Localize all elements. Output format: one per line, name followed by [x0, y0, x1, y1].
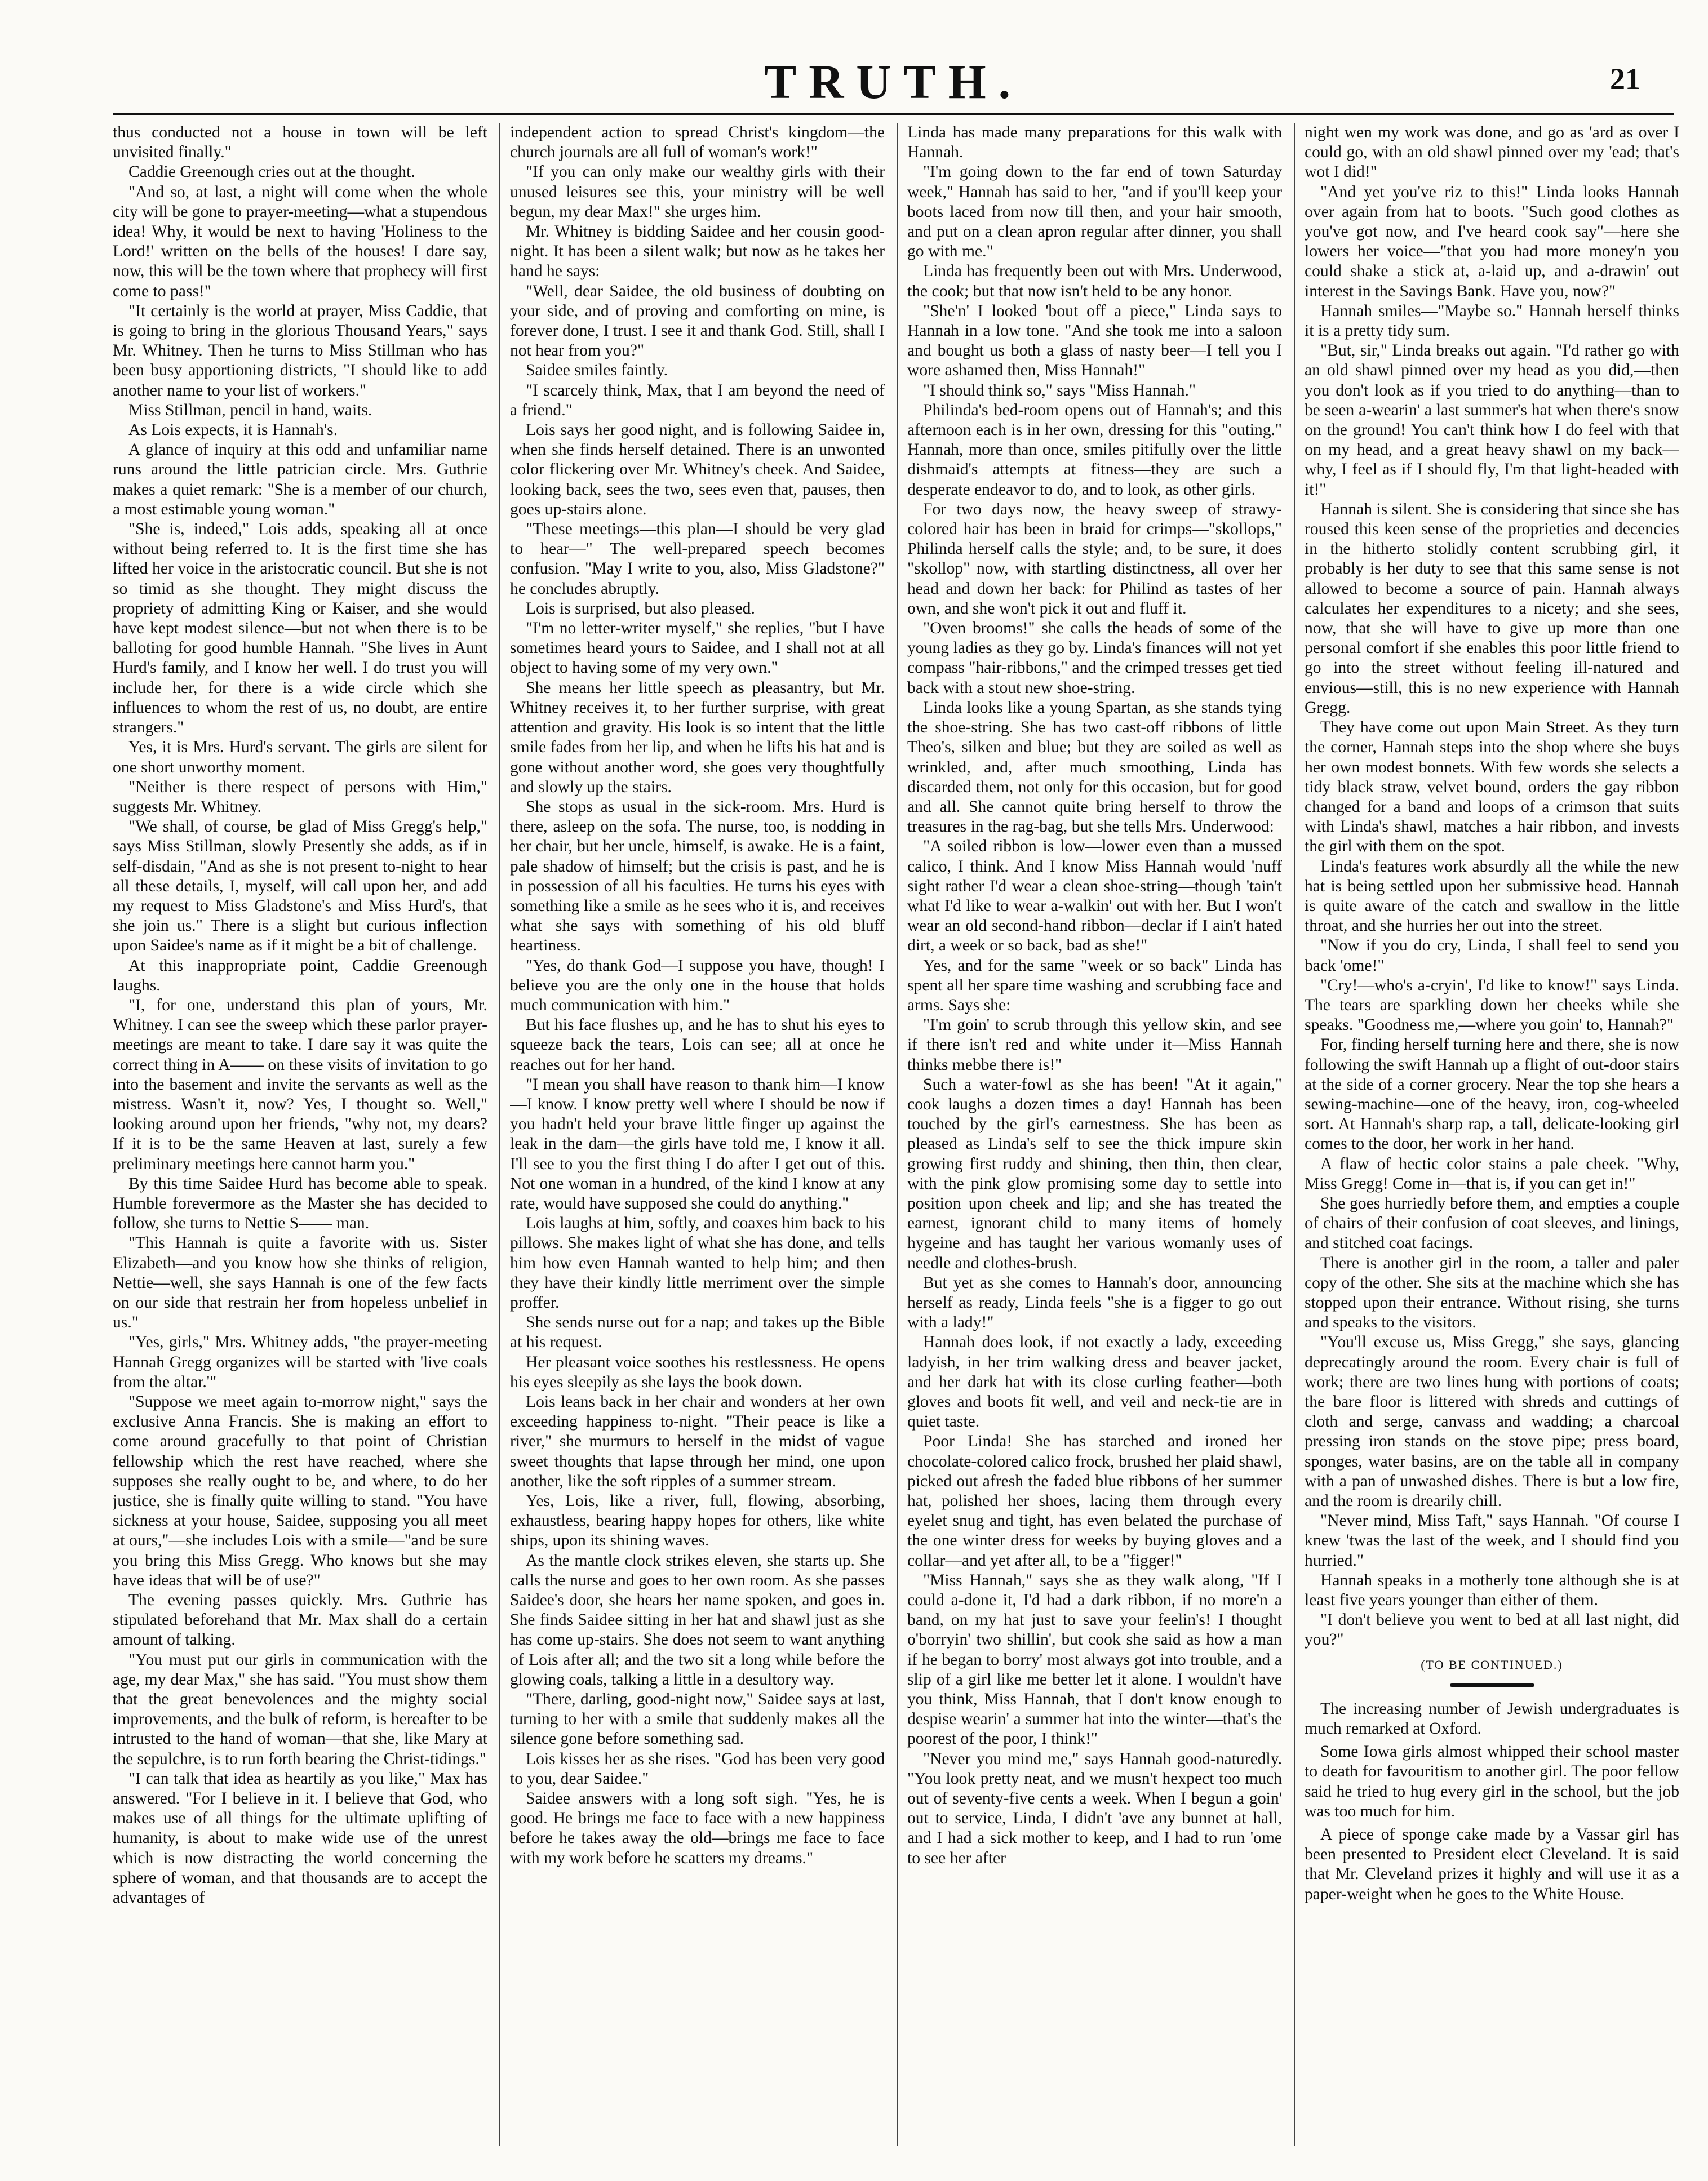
- article-paragraph: "Cry!—who's a-cryin', I'd like to know!" says Linda. The tears are sparkling down her cheeks while she speaks. "Goodness me,—where you goin' to, Hannah?": [1305, 976, 1679, 1034]
- article-paragraph: "I'm going down to the far end of town Saturday week," Hannah has said to her, "and if you'll keep your boots laced from now till then, and your hair smooth, and put on a clean apron regular after dinner, you shall go with me.": [907, 163, 1282, 261]
- article-paragraph: For, finding herself turning here and there, she is now following the swift Hannah up a flight of out-door stairs at the side of a corner grocery. Near the top she hears a sewing-machine—one of the heavy, iron, cog-wheeled sort. At Hannah's sharp rap, a tall, delicate-looking girl comes to the door, her work in her hand.: [1305, 1036, 1679, 1153]
- masthead-rule: [113, 113, 1674, 115]
- article-paragraph: Linda has made many preparations for this walk with Hannah.: [907, 123, 1282, 162]
- column-1: [113, 123, 487, 2146]
- article-paragraph: "I can talk that idea as heartily as you like," Max has answered. "For I believe in it. I believe that God, who makes use of all things for the ultimate uplifting of humanity, is about to make wide use of the unrest which is now distracting the world concerning the sphere of woman, and that thousands are to accept the advantages of: [113, 1769, 487, 1907]
- article-paragraph: "And so, at last, a night will come when the whole city will be gone to prayer-meeting—what a stupendous idea! Why, it would be next to having 'Holiness to the Lord!' written on the bells of the houses! I dare say, now, this will be the town where that prophecy will first come to pass!": [113, 183, 487, 300]
- article-paragraph: She goes hurriedly before them, and empties a couple of chairs of their confusion of coat sleeves, and linings, and stitched coat facings.: [1305, 1194, 1679, 1252]
- article-paragraph: She sends nurse out for a nap; and takes up the Bible at his request.: [510, 1313, 885, 1352]
- article-paragraph: She means her little speech as pleasantry, but Mr. Whitney receives it, to her further surprise, with great attention and gravity. His look is so intent that the little smile fades from her lip, and when he lifts his hat and is gone without another word, she goes very thoughtfully and slowly up the stairs.: [510, 678, 885, 796]
- article-paragraph: Linda has frequently been out with Mrs. Underwood, the cook; but that now isn't held to be any honor.: [907, 262, 1282, 300]
- article-paragraph: independent action to spread Christ's kingdom—the church journals are all full of woman's work!": [510, 123, 885, 162]
- article-paragraph: As the mantle clock strikes eleven, she starts up. She calls the nurse and goes to her own room. As she passes Saidee's door, she hears her name spoken, and goes in. She finds Saidee sitting in her hat and shawl just as she has come up-stairs. She does not seem to want anything of Lois after all; and the two sit a long while before the glowing coals, talking a little in a desultory way.: [510, 1551, 885, 1689]
- column-2: [510, 123, 885, 2146]
- article-paragraph: Miss Stillman, pencil in hand, waits.: [128, 401, 372, 419]
- article-paragraph: The evening passes quickly. Mrs. Guthrie has stipulated beforehand that Mr. Max shall do a certain amount of talking.: [113, 1591, 487, 1649]
- article-paragraph: "Miss Hannah," says she as they walk along, "If I could a-done it, I'd had a dark ribbon, if no more'n a band, on my hat just to save your feelin's! I thought o'borryin' two shillin', but cook she said as how a man if he began to borry' most always got into trouble, and a slip of a girl like me better let it alone. I wouldn't have you think, Miss Hannah, that I don't know enough to despise wearin' a summer hat into the winter—that's the poorest of the poor, I think!": [907, 1571, 1282, 1748]
- article-paragraph: Hannah speaks in a motherly tone although she is at least five years younger than either of them.: [1305, 1571, 1679, 1610]
- page-number: 21: [1610, 62, 1640, 96]
- article-paragraph: Caddie Greenough cries out at the thought.: [128, 163, 415, 181]
- article-columns: [113, 123, 1679, 2146]
- article-paragraph: Saidee smiles faintly.: [526, 361, 668, 380]
- column-3: [907, 123, 1282, 2146]
- section-separator: [1450, 1683, 1534, 1687]
- column-divider: [1294, 123, 1295, 2146]
- article-paragraph: For two days now, the heavy sweep of strawy-colored hair has been in braid for crimps—"skollops," Philinda herself calls the style; and, to be sure, it does "skollop" now, with startling distinctness, all over her head and down her back: for Philind as tastes of her own, and she won't pick it out and fluff it.: [907, 500, 1282, 618]
- article-paragraph: Lois kisses her as she rises. "God has been very good to you, dear Saidee.": [510, 1749, 885, 1788]
- article-paragraph: Poor Linda! She has starched and ironed her chocolate-colored calico frock, brushed her plaid shawl, picked out afresh the faded blue ribbons of her summer hat, polished her shoes, lacing them through every eyelet snug and tight, has even belated the purchase of the one winter dress for weeks by buying gloves and a collar—and yet after all, to be a "figger!": [907, 1432, 1282, 1570]
- article-paragraph: "I'm goin' to scrub through this yellow skin, and see if there isn't red and white under it—Miss Hannah thinks mebbe there is!": [907, 1016, 1282, 1074]
- article-paragraph: Mr. Whitney is bidding Saidee and her cousin good-night. It has been a silent walk; but now as he takes her hand he says:: [510, 223, 885, 281]
- article-paragraph: Yes, it is Mrs. Hurd's servant. The girls are silent for one short unworthy moment.: [113, 738, 487, 776]
- article-paragraph: "But, sir," Linda breaks out again. "I'd rather go with an old shawl pinned over my head as you did,—then you don't look as if you tried to do anything—than to be seen a-wearin' a last summer's hat when there's snow on the ground! You can't think how I do feel with that on my head, and a great heavy shawl on my back—why, I feel as if I should fly, I'm that light-headed with it!": [1305, 341, 1679, 499]
- article-paragraph: "I should think so," says "Miss Hannah.": [923, 381, 1196, 399]
- article-paragraph: A glance of inquiry at this odd and unfamiliar name runs around the little patrician circle. Mrs. Guthrie makes a quiet remark: "She is a member of our church, a most estimable young woman.": [113, 441, 487, 518]
- article-paragraph: Such a water-fowl as she has been! "At it again," cook laughs a dozen times a day! Hannah has been touched by the girl's earnestness. She has been as pleased as Linda's self to see the thick impure skin growing first ruddy and shining, then thin, then clear, with the pink glow promising some day to settle into position upon cheek and lip; and she has treated the earnest, ignorant child to many items of homely hygeine and has taught her various womanly uses of needle and clothes-brush.: [907, 1075, 1282, 1272]
- article-paragraph: "I scarcely think, Max, that I am beyond the need of a friend.": [510, 381, 885, 419]
- article-paragraph: Linda's features work absurdly all the while the new hat is being settled upon her submissive head. Hannah is quite aware of the catch and swallow in the little throat, and she hurries her out into the street.: [1305, 857, 1679, 935]
- article-paragraph: Linda looks like a young Spartan, as she stands tying the shoe-string. She has two cast-off ribbons of little Theo's, silken and blue; but they are soiled as well as wrinkled, and, after much smoothing, Linda has discarded them, not only for this occasion, but for good and all. She cannot quite bring herself to throw the treasures in the rag-bag, but she tells Mrs. Underwood:: [907, 698, 1282, 836]
- column-divider: [499, 123, 500, 2146]
- article-paragraph: By this time Saidee Hurd has become able to speak. Humble forevermore as the Master she has decided to follow, she turns to Nettie S—— man.: [113, 1174, 487, 1233]
- article-paragraph: "Yes, do thank God—I suppose you have, though! I believe you are the only one in the house that holds much communication with him.": [510, 956, 885, 1014]
- article-paragraph: "I don't believe you went to bed at all last night, did you?": [1305, 1611, 1679, 1649]
- article-paragraph: "We shall, of course, be glad of Miss Gregg's help," says Miss Stillman, slowly Presently she adds, as if in self-disdain, "And as she is not present to-night to hear all these details, I, myself, will call upon her, and add my request to Miss Gladstone's and Miss Hurd's, that she join us." There is a slight but curious inflection upon Saidee's name as if it might be a bit of challenge.: [113, 818, 487, 955]
- article-paragraph: "I mean you shall have reason to thank him—I know—I know. I know pretty well where I should be now if you hadn't held your brave little finger up against the leak in the dam—the girls have told me, I know it all. I'll see to you the first thing I do after I get out of this. Not one woman in a hundred, of the kind I know at any rate, would have supposed she could do anything.": [510, 1075, 885, 1212]
- masthead: [113, 54, 1674, 121]
- article-paragraph: Yes, Lois, like a river, full, flowing, absorbing, exhaustless, bearing happy hopes for others, like white ships, upon its shining waves.: [510, 1492, 885, 1550]
- article-paragraph: Hannah smiles—"Maybe so." Hannah herself thinks it is a pretty tidy sum.: [1305, 301, 1679, 340]
- article-paragraph: Hannah is silent. She is considering that since she has roused this keen sense of the proprieties and decencies in the hitherto stolidly content scrubbing girl, it probably is her duty to see that this same sense is not allowed to become a source of pain. Hannah always calculates her expenditures to a nicety; and she sees, now, that she will have to give up more than one personal comfort if she enables this poor little friend to go into the street without feeling ill-natured and envious—still, this is no new experience with Hannah Gregg.: [1305, 500, 1679, 717]
- news-brief: Some Iowa girls almost whipped their school master to death for favouritism to another girl. The poor fellow said he tried to hug every girl in the school, but the job was too much for him.: [1305, 1743, 1679, 1820]
- article-paragraph: "I'm no letter-writer myself," she replies, "but I have sometimes heard yours to Saidee, and I shall not at all object to having some of my very own.": [510, 619, 885, 677]
- article-paragraph: Lois says her good night, and is following Saidee in, when she finds herself detained. There is an unwonted color flickering over Mr. Whitney's cheek. And Saidee, looking back, sees the two, sees even that, pauses, then goes up-stairs alone.: [510, 421, 885, 518]
- article-paragraph: "It certainly is the world at prayer, Miss Caddie, that is going to bring in the glorious Thousand Years," says Mr. Whitney. Then he turns to Miss Stillman who has been busy apportioning districts, "I should like to add another name to your list of workers.": [113, 301, 487, 399]
- article-paragraph: "Oven brooms!" she calls the heads of some of the young ladies as they go by. Linda's finances will not yet compass "hair-ribbons," and the crimped tresses get tied back with a stout new shoe-string.: [907, 619, 1282, 697]
- article-paragraph: "These meetings—this plan—I should be very glad to hear—" The well-prepared speech becomes confusion. "May I write to you, also, Miss Gladstone?" he concludes abruptly.: [510, 520, 885, 598]
- news-brief: The increasing number of Jewish undergraduates is much remarked at Oxford.: [1305, 1699, 1679, 1738]
- article-paragraph: "Never mind, Miss Taft," says Hannah. "Of course I knew 'twas the last of the week, and I should find you hurried.": [1305, 1512, 1679, 1570]
- article-paragraph: "If you can only make our wealthy girls with their unused leisures see this, your ministry will be well begun, my dear Max!" she urges him.: [510, 163, 885, 221]
- article-paragraph: Lois leans back in her chair and wonders at her own exceeding happiness to-night. "Their peace is like a river," she murmurs to herself in the midst of vague sweet thoughts that lapse through her mind, one upon another, like the soft ripples of a summer stream.: [510, 1393, 885, 1490]
- article-paragraph: But his face flushes up, and he has to shut his eyes to squeeze back the tears, Lois can see; all at once he reaches out for her hand.: [510, 1016, 885, 1074]
- article-paragraph: "Yes, girls," Mrs. Whitney adds, "the prayer-meeting Hannah Gregg organizes will be started with 'live coals from the altar.'": [113, 1333, 487, 1391]
- article-paragraph: "Never you mind me," says Hannah good-naturedly. "You look pretty neat, and we musn't hexpect too much out of seventy-five cents a week. When I begun a goin' out to service, Linda, I didn't 'ave any bunnet at hall, and I had a sick mother to keep, and I had to run 'ome to see her after: [907, 1749, 1282, 1867]
- article-paragraph: A flaw of hectic color stains a pale cheek. "Why, Miss Gregg! Come in—that is, if you can get in!": [1305, 1154, 1679, 1193]
- article-paragraph: Lois laughs at him, softly, and coaxes him back to his pillows. She makes light of what she has done, and tells him how even Hannah wanted to help him; and then they have their kindly little merriment over the simple proffer.: [510, 1214, 885, 1312]
- article-paragraph: "Suppose we meet again to-morrow night," says the exclusive Anna Francis. She is making an effort to come around gracefully to that point of Christian fellowship which the rest have reached, where she supposes she really ought to be, and where, to do her justice, she is finally quite willing to stand. "You have sickness at your house, Saidee, supposing you all meet at ours,"—she includes Lois with a smile—"and be sure you bring this Miss Gregg. Who knows but she may have ideas that will be of use?": [113, 1393, 487, 1589]
- column-divider: [897, 123, 898, 2146]
- article-paragraph: "Neither is there respect of persons with Him," suggests Mr. Whitney.: [113, 778, 487, 816]
- article-paragraph: "A soiled ribbon is low—lower even than a mussed calico, I think. And I know Miss Hannah would 'nuff sight rather I'd wear a clean shoe-string—though 'tain't what I'd like to wear a-walkin' out with her. But I won't wear an old second-hand ribbon—declar if I ain't hated dirt, a week or so back, bad as she!": [907, 837, 1282, 955]
- article-paragraph: "Well, dear Saidee, the old business of doubting on your side, and of proving and comforting on mine, is forever done, I trust. I see it and thank God. Still, shall I not hear from you?": [510, 282, 885, 360]
- article-paragraph: "This Hannah is quite a favorite with us. Sister Elizabeth—and you know how she thinks of religion, Nettie—well, she says Hannah is one of the few facts on our side that restrain her from hopeless unbelief in us.": [113, 1234, 487, 1332]
- article-paragraph: "She'n' I looked 'bout off a piece," Linda says to Hannah in a low tone. "And she took me into a saloon and bought us both a glass of nasty beer—I tell you I wore ashamed then, Miss Hannah!": [907, 301, 1282, 380]
- article-paragraph: She stops as usual in the sick-room. Mrs. Hurd is there, asleep on the sofa. The nurse, too, is nodding in her chair, but her uncle, himself, is awake. He is a faint, pale shadow of himself; but the crisis is past, and he is in possession of all his faculties. He turns his eyes with something like a smile as he sees who it is, and receives what she says with something of his old bluff heartiness.: [510, 797, 885, 955]
- column-4: [1305, 123, 1679, 2146]
- article-paragraph: "She is, indeed," Lois adds, speaking all at once without being referred to. It is the first time she has lifted her voice in the aristocratic council. But she is not so timid as she thought. They might discuss the propriety of admitting King or Kaiser, and she would have kept modest silence—but not when there is to be balloting for good humble Hannah. "She lives in Aunt Hurd's family, and I know her well. I do trust you will include her, for there is a wide circle which she influences to whom the rest of us, no doubt, are entire strangers.": [113, 520, 487, 737]
- article-paragraph: "I, for one, understand this plan of yours, Mr. Whitney. I can see the sweep which these parlor prayer-meetings are meant to take. I dare say it was quite the correct thing in A—— on these visits of invitation to go into the basement and invite the servants as well as the mistress. Wasn't it, now? Yes, I thought so. Well," looking around upon her friends, "why not, my dears? If it is to be the same Heaven at last, surely a few preliminary meetings here cannot harm you.": [113, 996, 487, 1173]
- news-brief: A piece of sponge cake made by a Vassar girl has been presented to President elect Cleveland. It is said that Mr. Cleveland prizes it highly and will use it as a paper-weight when he goes to the White House.: [1305, 1825, 1679, 1903]
- article-paragraph: "There, darling, good-night now," Saidee says at last, turning to her with a smile that suddenly makes all the silence gone before something sad.: [510, 1690, 885, 1748]
- article-paragraph: "You'll excuse us, Miss Gregg," she says, glancing deprecatingly around the room. Every chair is full of work; there are two lines hung with portions of coats; the bare floor is littered with shreds and cuttings of cloth and serge, canvass and wadding; a charcoal pressing iron stands on the stove pipe; press board, sponges, water basins, are on the table all in company with a pan of unwashed dishes. There is but a low fire, and the room is drearily chill.: [1305, 1333, 1679, 1511]
- article-paragraph: "And yet you've riz to this!" Linda looks Hannah over again from hat to boots. "Such good clothes as you've got now, and I've heard cook say"—here she lowers her voice—"that you had more money'n you could shake a stick at, a-laid up, and a-drawin' out interest in the Savings Bank. Have you, now?": [1305, 183, 1679, 300]
- article-paragraph: Lois is surprised, but also pleased.: [526, 599, 755, 618]
- article-paragraph: "Now if you do cry, Linda, I shall feel to send you back 'ome!": [1305, 936, 1679, 975]
- article-paragraph: At this inappropriate point, Caddie Greenough laughs.: [113, 956, 487, 994]
- article-paragraph: thus conducted not a house in town will be left unvisited finally.": [113, 123, 487, 162]
- article-paragraph: "You must put our girls in communication with the age, my dear Max," she has said. "You must show them that the great benevolences and the mighty social improvements, and the bulk of reform, is hereafter to be intrusted to the hand of woman—that she, like Mary at the sepulchre, is to run forth bearing the Christ-tidings.": [113, 1650, 487, 1768]
- to-be-continued: (TO BE CONTINUED.): [1421, 1657, 1563, 1672]
- publication-title: TRUTH.: [764, 55, 1023, 109]
- article-paragraph: They have come out upon Main Street. As they turn the corner, Hannah steps into the shop where she buys her own modest bonnets. With few words she selects a tidy black straw, velvet bound, orders the gay ribbon changed for a band and loops of a crimson that suits with Linda's shawl, matches a hair ribbon, and invests the girl with them on the spot.: [1305, 718, 1679, 856]
- article-paragraph: As Lois expects, it is Hannah's.: [128, 421, 338, 439]
- article-paragraph: night wen my work was done, and go as 'ard as over I could go, with an old shawl pinned over my 'ead; that's wot I did!": [1305, 123, 1679, 181]
- article-paragraph: Saidee answers with a long soft sigh. "Yes, he is good. He brings me face to face with a new happiness before he takes away the old—brings me face to face with my work before he scatters my dreams.": [510, 1789, 885, 1867]
- article-paragraph: Philinda's bed-room opens out of Hannah's; and this afternoon each is in her own, dressing for this "outing." Hannah, more than once, smiles pitifully over the little dishmaid's attempts at fitness—they are such a desperate endeavor to do, and to look, as other girls.: [907, 401, 1282, 499]
- article-paragraph: There is another girl in the room, a taller and paler copy of the other. She sits at the machine which she has stopped upon their entrance. Without rising, she turns and speaks to the visitors.: [1305, 1254, 1679, 1332]
- article-paragraph: Yes, and for the same "week or so back" Linda has spent all her spare time washing and scrubbing face and arms. Says she:: [907, 956, 1282, 1014]
- article-paragraph: Hannah does look, if not exactly a lady, exceeding ladyish, in her trim walking dress and beaver jacket, and her dark hat with its close curling feather—both gloves and boots fit well, and veil and neck-tie are in quiet taste.: [907, 1333, 1282, 1431]
- article-paragraph: Her pleasant voice soothes his restlessness. He opens his eyes sleepily as she lays the book down.: [510, 1353, 885, 1391]
- article-paragraph: But yet as she comes to Hannah's door, announcing herself as ready, Linda feels "she is a figger to go out with a lady!": [907, 1273, 1282, 1332]
